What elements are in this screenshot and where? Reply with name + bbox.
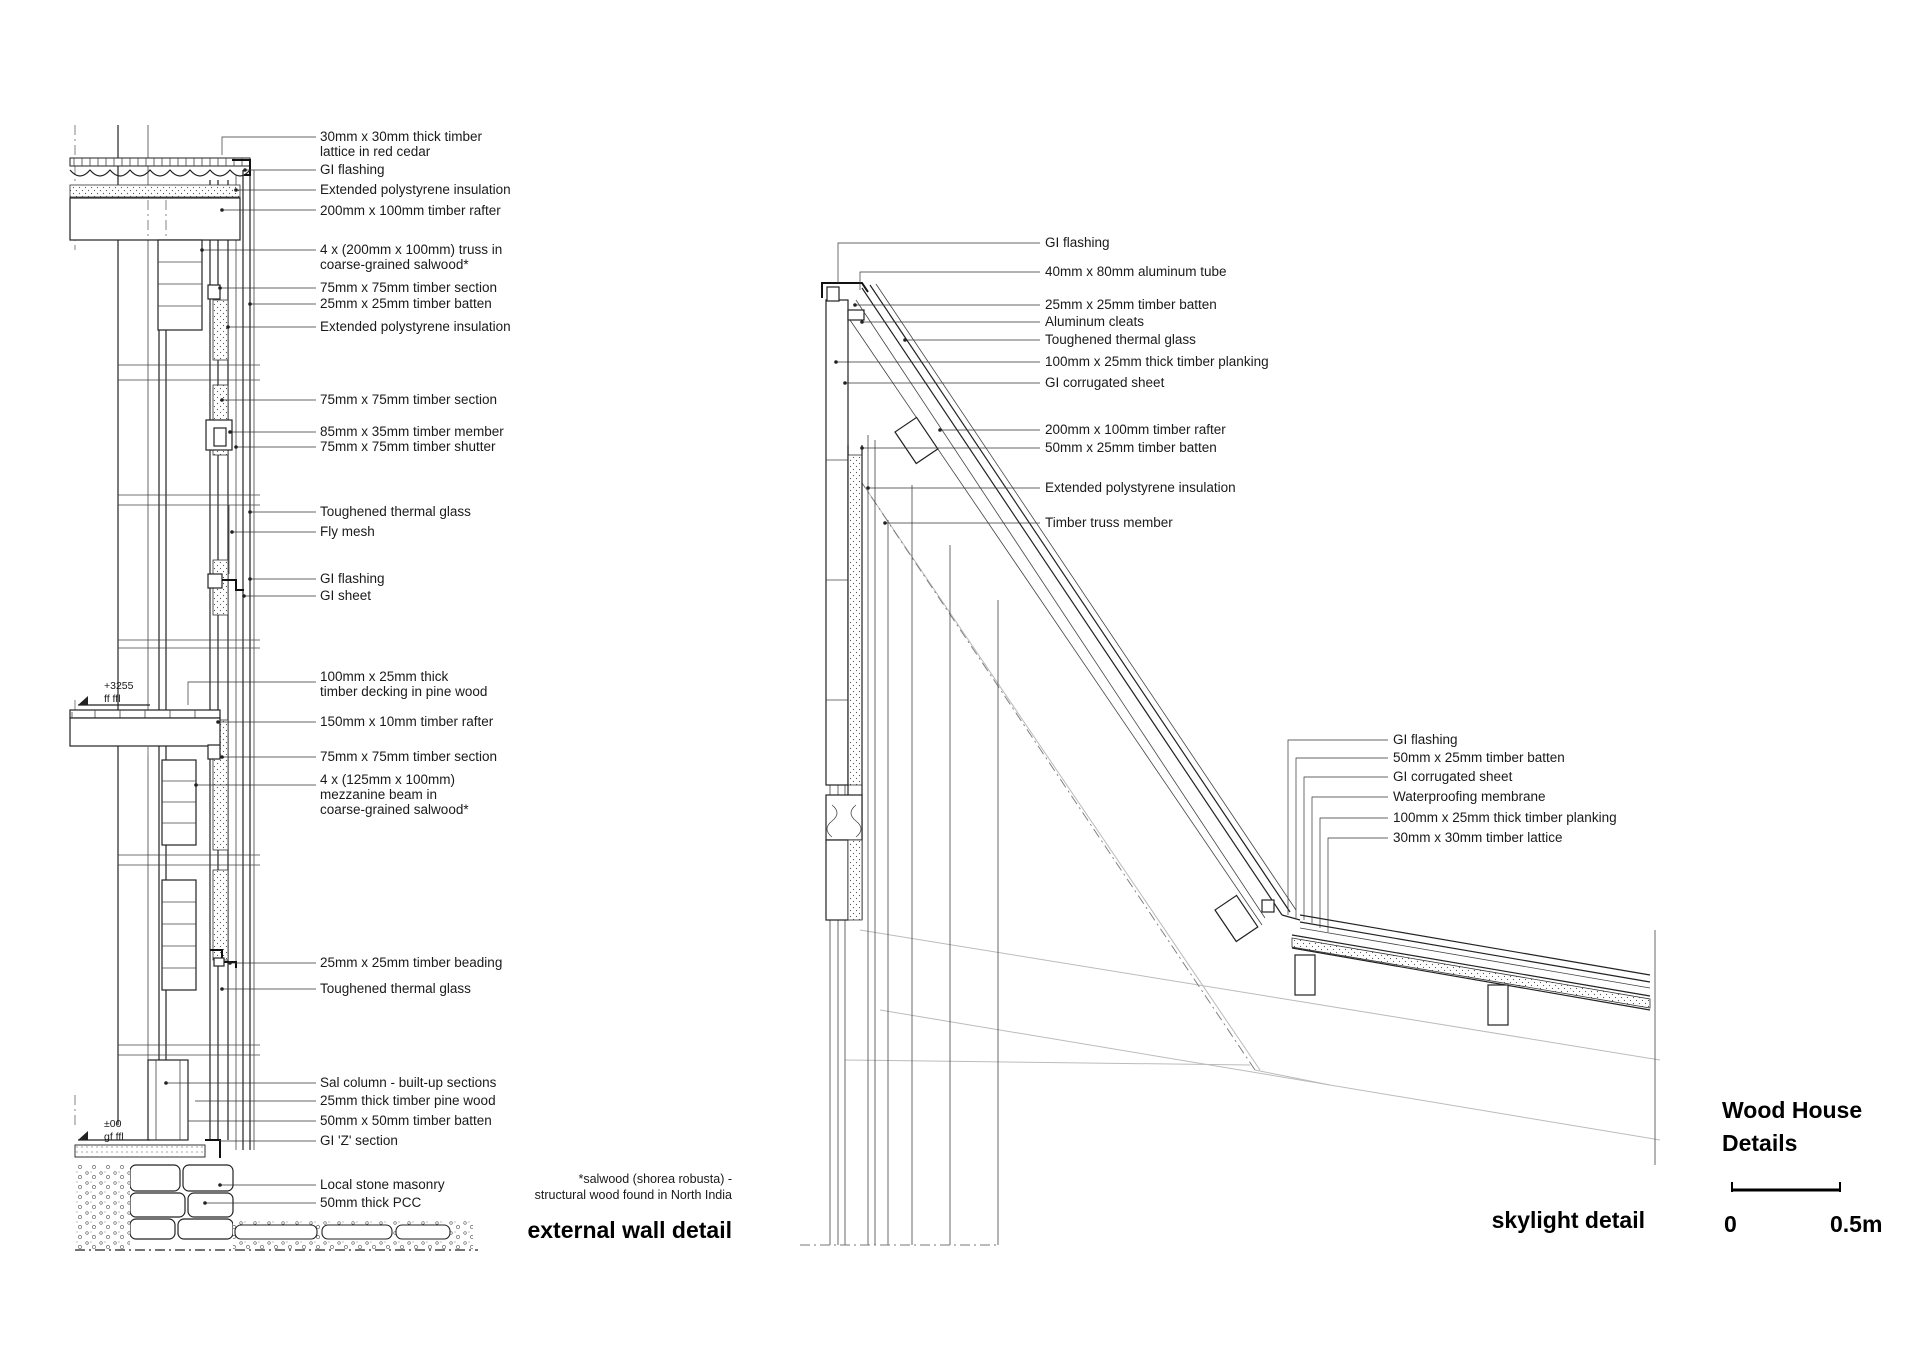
skylight-top-label-9: 50mm x 25mm timber batten — [1045, 440, 1217, 455]
level-marker-ground — [78, 1118, 150, 1143]
scale-end-label: 0.5m — [1830, 1211, 1883, 1237]
wall-label-7: coarse-grained salwood* — [320, 257, 469, 272]
skylight-bottom-label-1: GI flashing — [1393, 732, 1458, 747]
wall-label-22: 4 x (125mm x 100mm) — [320, 772, 456, 787]
skylight-bottom-label-4: Waterproofing membrane — [1393, 789, 1546, 804]
drawing-title-line-2: Details — [1722, 1130, 1798, 1156]
wall-label-12: 85mm x 35mm timber member — [320, 424, 504, 439]
wall-label-20: 150mm x 10mm timber rafter — [320, 714, 494, 729]
scale-start-label: 0 — [1724, 1211, 1737, 1237]
skylight-top-label-10: Extended polystyrene insulation — [1045, 480, 1236, 495]
skylight-top-label-2: 40mm x 80mm aluminum tube — [1045, 264, 1227, 279]
wall-label-5: 200mm x 100mm timber rafter — [320, 203, 501, 218]
skylight-top-label-11: Timber truss member — [1045, 515, 1173, 530]
title-block — [1722, 1097, 1882, 1237]
wall-label-31: Local stone masonry — [320, 1177, 445, 1192]
skylight-detail — [800, 235, 1660, 1245]
wall-label-29: 50mm x 50mm timber batten — [320, 1113, 492, 1128]
wall-label-13: 75mm x 75mm timber shutter — [320, 439, 496, 454]
scale-bar — [1732, 1182, 1840, 1192]
level-upper-tag: ff ffl — [104, 693, 121, 705]
salwood-footnote-line-1: *salwood (shorea robusta) - — [578, 1172, 732, 1186]
skylight-top-label-4: Aluminum cleats — [1045, 314, 1145, 329]
wall-label-16: GI flashing — [320, 571, 385, 586]
lower-roof-assembly — [1282, 915, 1655, 1165]
wall-label-28: 25mm thick timber pine wood — [320, 1093, 496, 1108]
wall-label-24: coarse-grained salwood* — [320, 802, 469, 817]
drawing-title-line-1: Wood House — [1722, 1097, 1863, 1123]
skylight-top-label-7: GI corrugated sheet — [1045, 375, 1165, 390]
level-ground-tag: gf ffl — [104, 1131, 124, 1143]
level-ground-value: ±00 — [104, 1118, 122, 1130]
skylight-bottom-label-2: 50mm x 25mm timber batten — [1393, 750, 1565, 765]
external-wall-labels — [320, 129, 511, 1210]
wall-label-2: lattice in red cedar — [320, 144, 431, 159]
wall-label-8: 75mm x 75mm timber section — [320, 280, 498, 295]
wall-label-4: Extended polystyrene insulation — [320, 182, 511, 197]
level-upper-value: +3255 — [104, 680, 134, 692]
wall-label-18: 100mm x 25mm thick — [320, 669, 449, 684]
wall-label-17: GI sheet — [320, 588, 372, 603]
wall-label-9: 25mm x 25mm timber batten — [320, 296, 492, 311]
skylight-top-label-5: Toughened thermal glass — [1045, 332, 1196, 347]
wall-label-14: Toughened thermal glass — [320, 504, 471, 519]
skylight-bottom-label-6: 30mm x 30mm timber lattice — [1393, 830, 1563, 845]
wall-label-1: 30mm x 30mm thick timber — [320, 129, 483, 144]
skylight-title: skylight detail — [1491, 1207, 1645, 1233]
skylight-bottom-label-3: GI corrugated sheet — [1393, 769, 1513, 784]
wall-label-21: 75mm x 75mm timber section — [320, 749, 498, 764]
level-marker-upper — [78, 680, 150, 705]
wall-label-3: GI flashing — [320, 162, 385, 177]
skylight-top-label-8: 200mm x 100mm timber rafter — [1045, 422, 1226, 437]
skylight-top-label-6: 100mm x 25mm thick timber planking — [1045, 354, 1269, 369]
wall-label-19: timber decking in pine wood — [320, 684, 488, 699]
skylight-top-label-3: 25mm x 25mm timber batten — [1045, 297, 1217, 312]
external-wall-title: external wall detail — [527, 1217, 732, 1243]
wall-label-6: 4 x (200mm x 100mm) truss in — [320, 242, 503, 257]
wall-label-32: 50mm thick PCC — [320, 1195, 422, 1210]
skylight-top-label-1: GI flashing — [1045, 235, 1110, 250]
wall-label-30: GI 'Z' section — [320, 1133, 398, 1148]
skylight-labels-bottom — [1393, 732, 1617, 845]
wall-label-11: 75mm x 75mm timber section — [320, 392, 498, 407]
wall-label-26: Toughened thermal glass — [320, 981, 471, 996]
wall-label-23: mezzanine beam in — [320, 787, 438, 802]
wall-label-15: Fly mesh — [320, 524, 375, 539]
wall-label-27: Sal column - built-up sections — [320, 1075, 497, 1090]
salwood-footnote-line-2: structural wood found in North India — [534, 1188, 732, 1202]
skylight-bottom-label-5: 100mm x 25mm thick timber planking — [1393, 810, 1617, 825]
skylight-labels-top — [1045, 235, 1269, 530]
wall-label-25: 25mm x 25mm timber beading — [320, 955, 503, 970]
wall-label-10: Extended polystyrene insulation — [320, 319, 511, 334]
external-wall-detail — [70, 125, 732, 1250]
